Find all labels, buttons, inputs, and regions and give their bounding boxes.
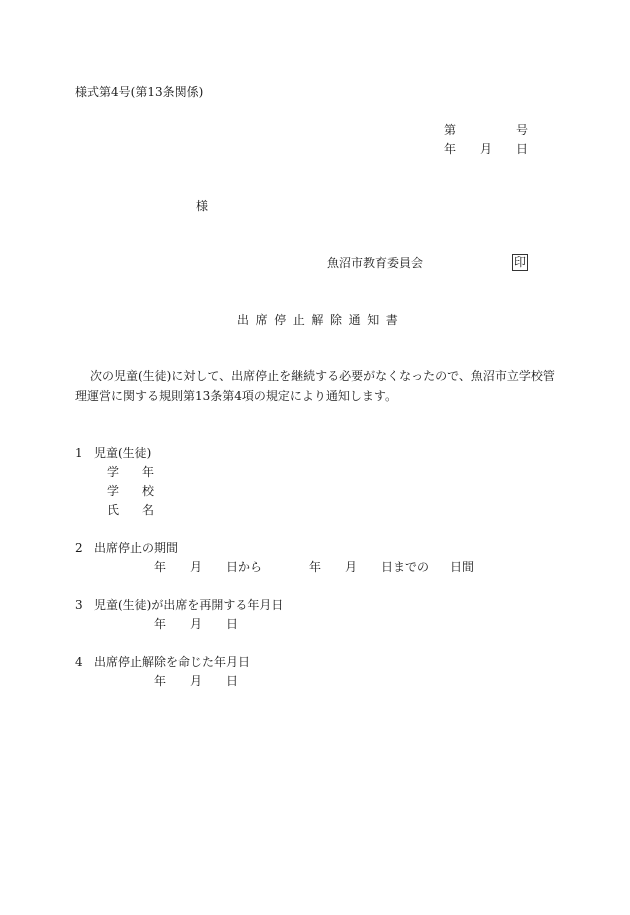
- body-line-2: 理運営に関する規則第13条第4項の規定により通知します。: [75, 389, 397, 403]
- date-day: 日: [516, 142, 529, 156]
- item-2-label: 出席停止の期間: [94, 541, 179, 555]
- resume-day: 日: [226, 617, 239, 631]
- item-4-label: 出席停止解除を命じた年月日: [94, 655, 251, 669]
- resume-year: 年: [154, 617, 167, 631]
- document-title: 出席停止解除通知書: [237, 313, 405, 327]
- name-label-a: 氏: [107, 503, 120, 517]
- order-year: 年: [154, 674, 167, 688]
- item-4-number: 4: [75, 655, 83, 669]
- date-month: 月: [480, 142, 493, 156]
- period-month-1: 月: [190, 560, 203, 574]
- seal-mark: 印: [514, 255, 527, 269]
- addressee-honorific: 様: [196, 199, 209, 213]
- resume-month: 月: [190, 617, 203, 631]
- ref-dai: 第: [444, 123, 457, 137]
- item-1-number: 1: [75, 446, 83, 460]
- item-1-label: 児童(生徒): [94, 446, 152, 460]
- grade-label-b: 年: [142, 465, 155, 479]
- order-month: 月: [190, 674, 203, 688]
- school-label-a: 学: [107, 484, 120, 498]
- period-month-2: 月: [345, 560, 358, 574]
- item-2-number: 2: [75, 541, 83, 555]
- body-line-1: 次の児童(生徒)に対して、出席停止を継続する必要がなくなったので、魚沼市立学校管: [90, 369, 555, 383]
- grade-label-a: 学: [107, 465, 120, 479]
- order-day: 日: [226, 674, 239, 688]
- period-days: 日間: [450, 560, 475, 574]
- name-label-b: 名: [142, 503, 155, 517]
- item-3-label: 児童(生徒)が出席を再開する年月日: [94, 598, 284, 612]
- period-until: 日までの: [381, 560, 430, 574]
- period-year-1: 年: [154, 560, 167, 574]
- period-from: 日から: [226, 560, 263, 574]
- date-year: 年: [444, 142, 457, 156]
- ref-go: 号: [516, 123, 529, 137]
- issuer-name: 魚沼市教育委員会: [327, 256, 424, 270]
- school-label-b: 校: [142, 484, 155, 498]
- period-year-2: 年: [309, 560, 322, 574]
- item-3-number: 3: [75, 598, 83, 612]
- form-id: 様式第4号(第13条関係): [75, 85, 204, 99]
